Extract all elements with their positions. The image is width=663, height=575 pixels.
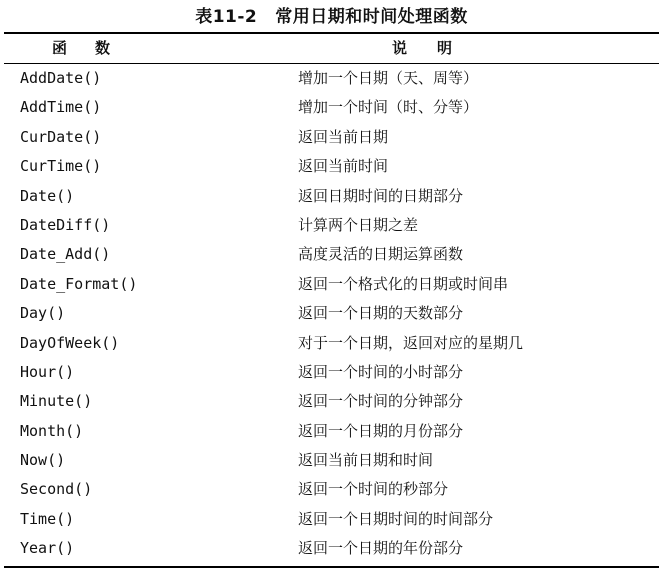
table-top-rule	[4, 32, 659, 34]
function-description: 返回一个时间的小时部分	[298, 362, 464, 381]
function-name: Hour()	[20, 362, 75, 381]
function-description: 返回一个时间的秒部分	[298, 480, 449, 499]
table-row	[0, 299, 663, 328]
function-description: 返回一个格式化的日期或时间串	[298, 274, 509, 293]
function-name: DateDiff()	[20, 215, 111, 234]
table-title: 常用日期和时间处理函数	[275, 7, 468, 27]
table-row	[0, 270, 663, 299]
function-description: 高度灵活的日期运算函数	[298, 245, 464, 264]
function-name: CurDate()	[20, 127, 102, 146]
function-description: 返回当前时间	[298, 157, 389, 176]
function-name: Second()	[20, 480, 93, 499]
function-name: AddTime()	[20, 98, 102, 117]
table-row	[0, 211, 663, 240]
function-name: CurTime()	[20, 157, 102, 176]
function-description: 对于一个日期，返回对应的星期几	[298, 333, 524, 352]
table-number: 表11-2	[195, 7, 258, 27]
table-bottom-rule	[4, 566, 659, 568]
function-description: 返回一个日期的月份部分	[298, 421, 464, 440]
table-caption	[0, 2, 663, 27]
function-name: Day()	[20, 304, 66, 323]
function-name: Date_Format()	[20, 274, 138, 293]
function-name: Now()	[20, 451, 66, 470]
function-description: 返回一个日期的天数部分	[298, 304, 464, 323]
function-description: 返回一个日期的年份部分	[298, 539, 464, 558]
function-name: AddDate()	[20, 69, 102, 87]
function-description: 计算两个日期之差	[298, 215, 419, 234]
function-name: Month()	[20, 421, 84, 440]
table-row	[0, 64, 663, 93]
table-row	[0, 152, 663, 181]
column-header-description: 说明	[392, 39, 483, 57]
table-body	[0, 64, 663, 564]
function-name: Minute()	[20, 392, 93, 411]
function-name: Time()	[20, 509, 75, 528]
function-description: 返回一个时间的分钟部分	[298, 392, 464, 411]
table-row	[0, 240, 663, 269]
table-row	[0, 417, 663, 446]
column-header-function: 函数	[52, 39, 139, 57]
function-description: 返回日期时间的日期部分	[298, 186, 464, 205]
function-description: 返回当前日期	[298, 127, 389, 146]
table-row	[0, 534, 663, 563]
table-row	[0, 182, 663, 211]
table-row	[0, 387, 663, 416]
function-name: Date()	[20, 186, 75, 205]
function-name: DayOfWeek()	[20, 333, 120, 352]
function-description: 返回一个日期时间的时间部分	[298, 509, 494, 528]
table-row	[0, 475, 663, 504]
function-description: 返回当前日期和时间	[298, 451, 434, 470]
function-name: Year()	[20, 539, 75, 558]
table-row	[0, 93, 663, 122]
table-row	[0, 123, 663, 152]
function-name: Date_Add()	[20, 245, 111, 264]
table-row	[0, 358, 663, 387]
function-description: 增加一个时间（时、分等）	[298, 98, 479, 117]
table-row	[0, 446, 663, 475]
function-description: 增加一个日期（天、周等）	[298, 69, 479, 87]
table-row	[0, 329, 663, 358]
table-row	[0, 505, 663, 534]
